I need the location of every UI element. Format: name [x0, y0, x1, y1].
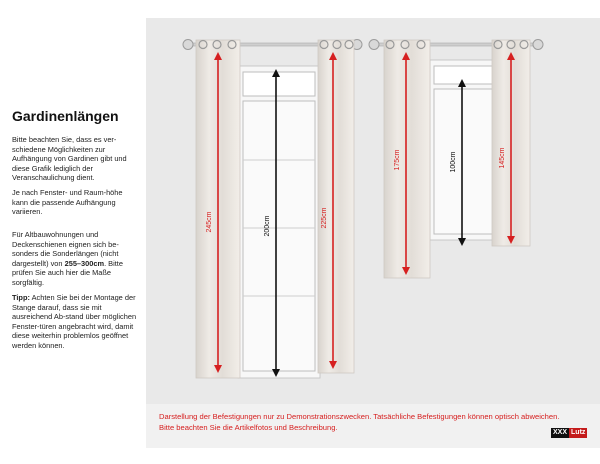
disclaimer-line-1: Darstellung der Befestigungen nur zu Demonstrationszwecken. Tatsächliche Befestigungen können optisch abweichen.	[159, 412, 560, 421]
curtain-left-panel-2	[318, 40, 354, 373]
curtain-right-panel-1	[384, 40, 430, 278]
label-left-window: 200cm	[264, 215, 271, 237]
tall-window	[238, 66, 320, 378]
label-right-window: 100cm	[450, 151, 457, 173]
disclaimer-line-2: Bitte beachten Sie die Artikelfotos und Beschreibung.	[159, 423, 338, 432]
page-title: Gardinenlängen	[12, 108, 119, 124]
label-right-curtain-left: 175cm	[394, 149, 401, 171]
label-left-curtain-right: 225cm	[321, 207, 328, 229]
brand-logo-part-1: XXX	[553, 429, 568, 436]
label-left-curtain-left: 245cm	[206, 211, 213, 233]
info-paragraph-tip: Tipp: Achten Sie bei der Montage der Stange darauf, dass sie mit ausreichend Ab-stand über möglichen Fenster-türen angebracht wird, damit diese weiterhin problemlos geöffnet werden können.	[12, 293, 137, 350]
info-paragraph-2: Je nach Fenster- und Raum-höhe kann die passende Aufhängung variieren.	[12, 188, 123, 217]
label-right-curtain-right: 145cm	[499, 147, 506, 169]
brand-logo-part-2: Lutz	[571, 429, 586, 436]
disclaimer-text	[159, 411, 599, 433]
brand-logo	[551, 428, 587, 438]
info-paragraph-1: Bitte beachten Sie, dass es ver-schiedene Möglichkeiten zur Aufhängung von Gardinen gibt und diese Grafik lediglich der Veranschaulichung dient.	[12, 135, 127, 183]
info-paragraph-3: Für Altbauwohnungen und Deckenschienen eignen sich be-sonders die Sonderlängen (nicht dargestellt) von 255–300cm. Bitte prüfen Sie auch hier die Maße sorgfältig.	[12, 230, 123, 287]
